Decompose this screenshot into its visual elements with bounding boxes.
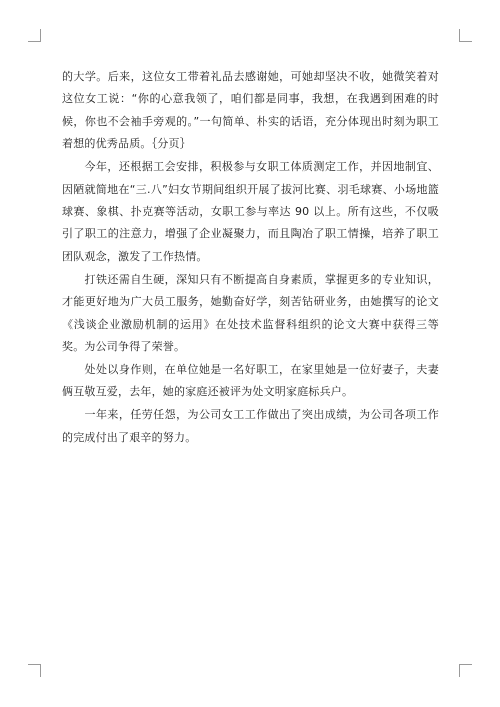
crop-mark-bottom-right [459, 664, 472, 677]
paragraph-1: 的大学。后来，这位女工带着礼品去感谢她，可她却坚决不收，她微笑着对这位女工说：“你的心意我领了，咱们都是同事，我想，在我遇到困难的时候，你也不会袖手旁观的。”一句简单、朴实的话语，充分体现出时刻为职工着想的优秀品质。｛分页｝ [62, 70, 439, 151]
crop-mark-top-right [459, 29, 472, 42]
paragraph-5: 一年来，任劳任怨，为公司女工工作做出了突出成绩，为公司各项工作的完成付出了艰辛的努力。 [62, 408, 439, 444]
paragraph-3: 打铁还需自生硬，深知只有不断提高自身素质，掌握更多的专业知识，才能更好地为广大员工服务，她勤奋好学，刻苦钻研业务，由她撰写的论文《浅谈企业激励机制的运用》在处技术监督科组织的论文大赛中获得三等奖。为公司争得了荣誉。 [62, 272, 439, 354]
paragraph-2: 今年，还根据工会安排，积极参与女职工体质测定工作，并因地制宜、因陋就简地在“三.八”妇女节期间组织开展了拔河比赛、羽毛球赛、小场地篮球赛、象棋、扑克赛等活动，女职工参与率达 90 以上。所有这些，不仅吸引了职工的注意力，增强了企业凝聚力，而且陶冶了职工情操，培养了职工团队观念，激发了工作热情。 [62, 160, 439, 263]
document-body [62, 66, 439, 450]
crop-mark-bottom-left [28, 664, 41, 677]
crop-mark-top-left [28, 29, 41, 42]
paragraph-4: 处处以身作则，在单位她是一名好职工，在家里她是一位好妻子，夫妻俩互敬互爱，去年，她的家庭还被评为处文明家庭标兵户。 [62, 363, 439, 399]
